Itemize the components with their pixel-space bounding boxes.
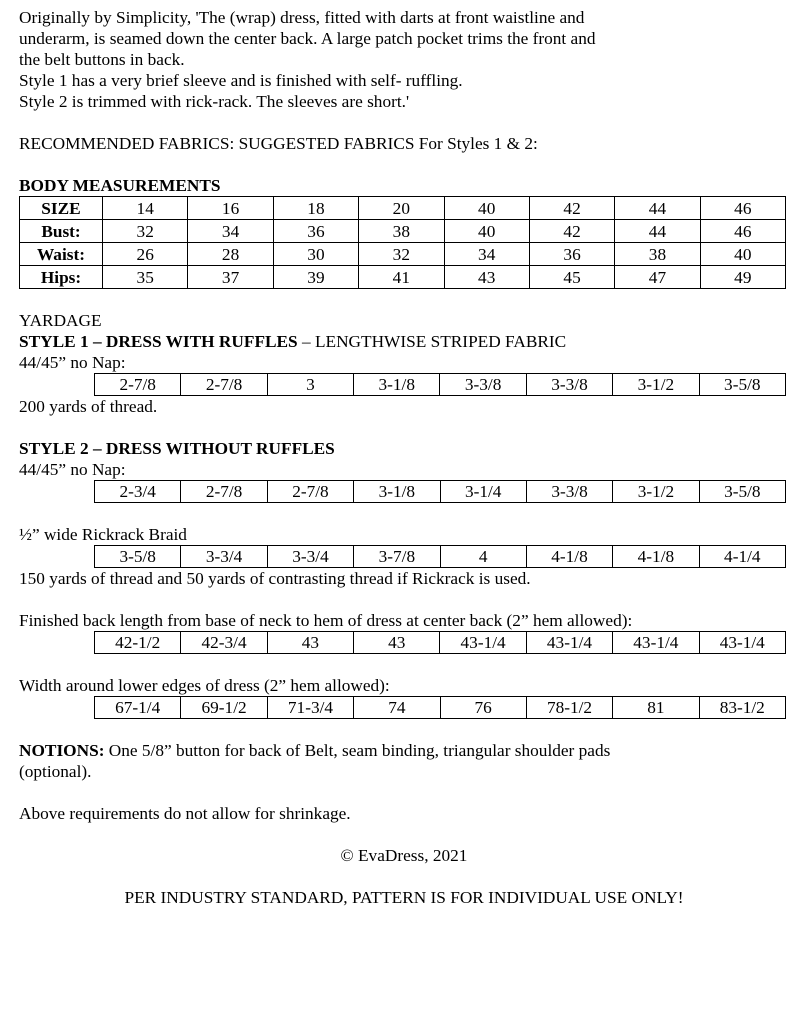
notions-text: One 5/8” button for back of Belt, seam binding, triangular shoulder pads	[104, 741, 611, 760]
table-cell: 44	[615, 197, 700, 220]
table-row	[20, 243, 786, 266]
table-cell: 3-5/8	[95, 546, 181, 568]
table-row	[95, 481, 786, 503]
table-cell: 3-1/8	[354, 374, 440, 396]
table-cell: 34	[188, 220, 273, 243]
table-cell: 3-1/4	[440, 481, 526, 503]
table-row	[20, 220, 786, 243]
table-cell: 3-1/2	[613, 481, 699, 503]
table-cell: 40	[444, 220, 529, 243]
table-cell: 26	[103, 243, 188, 266]
table-cell: 49	[700, 266, 785, 289]
table-cell: 36	[273, 220, 358, 243]
table-cell: 35	[103, 266, 188, 289]
intro-line: underarm, is seamed down the center back. A large patch pocket trims the front and	[19, 29, 596, 48]
table-cell: 3-3/8	[440, 374, 526, 396]
intro-line: Style 2 is trimmed with rick-rack. The sleeves are short.'	[19, 92, 410, 111]
style1-heading	[19, 331, 789, 352]
style2-thread: 150 yards of thread and 50 yards of contrasting thread if Rickrack is used.	[19, 569, 531, 588]
table-cell: 14	[103, 197, 188, 220]
table-cell: 3-3/8	[526, 481, 612, 503]
style1-yardage-table	[94, 373, 786, 396]
notions	[19, 740, 789, 761]
row-label: Bust:	[20, 220, 103, 243]
table-cell: 42-1/2	[95, 632, 181, 654]
style1-subtitle: – LENGTHWISE STRIPED FABRIC	[297, 332, 567, 351]
table-cell: 2-7/8	[267, 481, 353, 503]
rickrack-label: ½” wide Rickrack Braid	[19, 525, 187, 544]
table-cell: 42-3/4	[181, 632, 267, 654]
width-table	[94, 696, 786, 719]
table-cell: 28	[188, 243, 273, 266]
table-cell: 39	[273, 266, 358, 289]
table-cell: 32	[103, 220, 188, 243]
style1-thread: 200 yards of thread.	[19, 397, 158, 416]
table-row	[20, 266, 786, 289]
width-label: Width around lower edges of dress (2” hem allowed):	[19, 676, 390, 695]
table-cell: 43-1/4	[440, 632, 526, 654]
row-label: SIZE	[20, 197, 103, 220]
table-cell: 4-1/8	[613, 546, 699, 568]
table-cell: 76	[440, 697, 526, 719]
table-cell: 40	[700, 243, 785, 266]
table-cell: 42	[529, 220, 614, 243]
body-measurements-heading: BODY MEASUREMENTS	[19, 176, 221, 195]
table-cell: 46	[700, 220, 785, 243]
table-cell: 2-7/8	[95, 374, 181, 396]
copyright: © EvaDress, 2021	[340, 846, 468, 865]
table-cell: 38	[359, 220, 444, 243]
row-label: Waist:	[20, 243, 103, 266]
style1-nap-label: 44/45” no Nap:	[19, 353, 126, 372]
table-cell: 44	[615, 220, 700, 243]
table-cell: 20	[359, 197, 444, 220]
table-cell: 4-1/4	[699, 546, 785, 568]
table-cell: 34	[444, 243, 529, 266]
pattern-info-page	[19, 7, 789, 908]
table-cell: 3-5/8	[699, 481, 785, 503]
table-cell: 4-1/8	[526, 546, 612, 568]
table-cell: 30	[273, 243, 358, 266]
table-cell: 46	[700, 197, 785, 220]
style2-nap-label: 44/45” no Nap:	[19, 460, 126, 479]
back-length-label: Finished back length from base of neck to hem of dress at center back (2” hem allowed):	[19, 611, 633, 630]
table-cell: 18	[273, 197, 358, 220]
rickrack-table	[94, 545, 786, 568]
table-cell: 43	[444, 266, 529, 289]
table-cell: 2-7/8	[181, 481, 267, 503]
table-row	[95, 632, 786, 654]
table-cell: 42	[529, 197, 614, 220]
table-cell: 4	[440, 546, 526, 568]
table-cell: 69-1/2	[181, 697, 267, 719]
intro-description	[19, 7, 789, 112]
table-row	[95, 546, 786, 568]
body-measurements-table	[19, 196, 786, 289]
table-cell: 43-1/4	[526, 632, 612, 654]
table-cell: 47	[615, 266, 700, 289]
back-length-table	[94, 631, 786, 654]
style2-title: STYLE 2 – DRESS WITHOUT RUFFLES	[19, 439, 335, 458]
table-cell: 74	[354, 697, 440, 719]
notions-label: NOTIONS:	[19, 741, 105, 760]
table-cell: 2-7/8	[181, 374, 267, 396]
table-cell: 3-3/4	[267, 546, 353, 568]
intro-line: Originally by Simplicity, 'The (wrap) dress, fitted with darts at front waistline and	[19, 8, 585, 27]
table-row	[95, 374, 786, 396]
intro-line: the belt buttons in back.	[19, 50, 185, 69]
table-cell: 43	[267, 632, 353, 654]
table-cell: 3-7/8	[354, 546, 440, 568]
table-cell: 71-3/4	[267, 697, 353, 719]
table-cell: 67-1/4	[95, 697, 181, 719]
table-cell: 38	[615, 243, 700, 266]
style2-yardage-table	[94, 480, 786, 503]
shrinkage-note: Above requirements do not allow for shrinkage.	[19, 804, 351, 823]
table-cell: 3-3/8	[526, 374, 612, 396]
recommended-fabrics: RECOMMENDED FABRICS: SUGGESTED FABRICS For Styles 1 & 2:	[19, 134, 538, 153]
table-cell: 78-1/2	[526, 697, 612, 719]
table-cell: 36	[529, 243, 614, 266]
table-cell: 45	[529, 266, 614, 289]
table-row	[20, 197, 786, 220]
table-cell: 3-1/8	[354, 481, 440, 503]
table-cell: 3	[267, 374, 353, 396]
table-cell: 41	[359, 266, 444, 289]
table-cell: 40	[444, 197, 529, 220]
table-cell: 43-1/4	[613, 632, 699, 654]
row-label: Hips:	[20, 266, 103, 289]
table-cell: 37	[188, 266, 273, 289]
yardage-heading: YARDAGE	[19, 311, 102, 330]
style1-title: STYLE 1 – DRESS WITH RUFFLES	[19, 332, 298, 351]
intro-line: Style 1 has a very brief sleeve and is finished with self- ruffling.	[19, 71, 463, 90]
notions-text-cont: (optional).	[19, 762, 92, 781]
table-cell: 16	[188, 197, 273, 220]
table-cell: 81	[613, 697, 699, 719]
table-row	[95, 697, 786, 719]
table-cell: 43-1/4	[699, 632, 785, 654]
table-cell: 3-5/8	[699, 374, 785, 396]
table-cell: 3-1/2	[613, 374, 699, 396]
table-cell: 83-1/2	[699, 697, 785, 719]
table-cell: 2-3/4	[95, 481, 181, 503]
table-cell: 43	[354, 632, 440, 654]
table-cell: 32	[359, 243, 444, 266]
usage-footer: PER INDUSTRY STANDARD, PATTERN IS FOR INDIVIDUAL USE ONLY!	[124, 888, 684, 907]
table-cell: 3-3/4	[181, 546, 267, 568]
